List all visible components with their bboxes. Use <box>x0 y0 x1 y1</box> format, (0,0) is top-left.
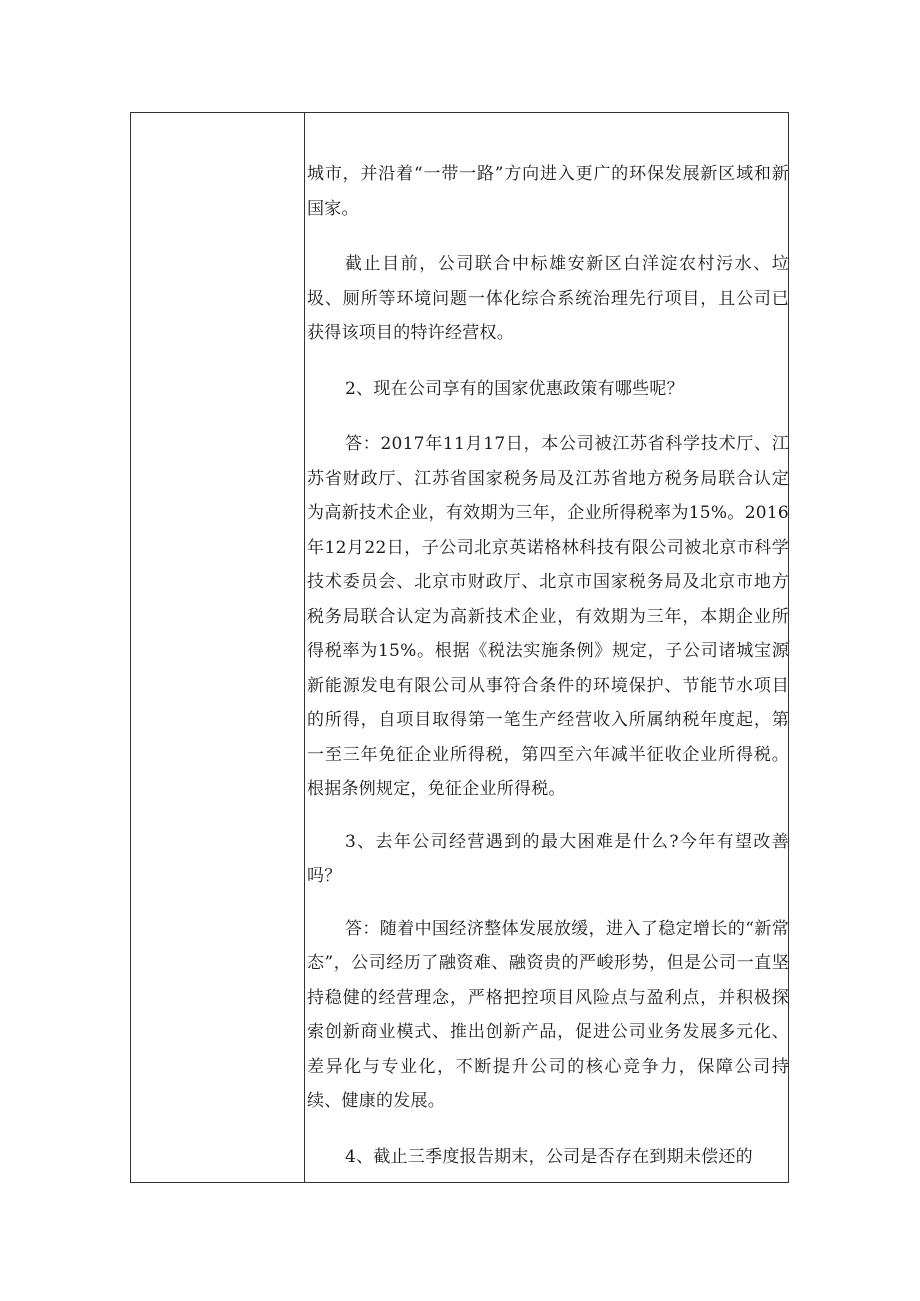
question-4: 4、截止三季度报告期末，公司是否存在到期未偿还的 <box>345 1146 753 1167</box>
answer-3: 答：随着中国经济整体发展放缓，进入了稳定增长的“新常态”，公司经历了融资难、融资贵的严峻形势，但是公司一直坚持稳健的经营理念，严格把控项目风险点与盈利点，并积极探索创新商业模式、推出创新产品，促进公司业务发展多元化、差异化与专业化，不断提升公司的核心竞争力，保障公司持续、健康的发展。 <box>307 918 789 1111</box>
question-2: 2、现在公司享有的国家优惠政策有哪些呢？ <box>345 378 684 399</box>
table-right-cell <box>307 157 789 1174</box>
column-divider <box>304 113 305 1182</box>
paragraph-xiongan-project: 截止目前，公司联合中标雄安新区白洋淀农村污水、垃圾、厕所等环境问题一体化综合系统治理先行项目，且公司已获得该项目的特许经营权。 <box>307 254 789 343</box>
question-3: 3、去年公司经营遇到的最大困难是什么?今年有望改善吗？ <box>307 831 789 886</box>
record-table <box>130 112 789 1183</box>
paragraph-continuation: 城市，并沿着“一带一路”方向进入更广的环保发展新区域和新国家。 <box>307 164 789 219</box>
answer-2: 答：2017年11月17日，本公司被江苏省科学技术厅、江苏省财政厅、江苏省国家税务局及江苏省地方税务局联合认定为高新技术企业，有效期为三年，企业所得税率为15%。2016年12月22日，子公司北京英诺格林科技有限公司被北京市科学技术委员会、北京市财政厅、北京市国家税务局及北京市地方税务局联合认定为高新技术企业，有效期为三年，本期企业所得税率为15%。根据《税法实施条例》规定，子公司诸城宝源新能源发电有限公司从事符合条件的环境保护、节能节水项目的所得，自项目取得第一笔生产经营收入所属纳税年度起，第一至三年免征企业所得税，第四至六年减半征收企业所得税。根据条例规定，免征企业所得税。 <box>307 434 789 799</box>
table-left-cell <box>131 113 304 1182</box>
